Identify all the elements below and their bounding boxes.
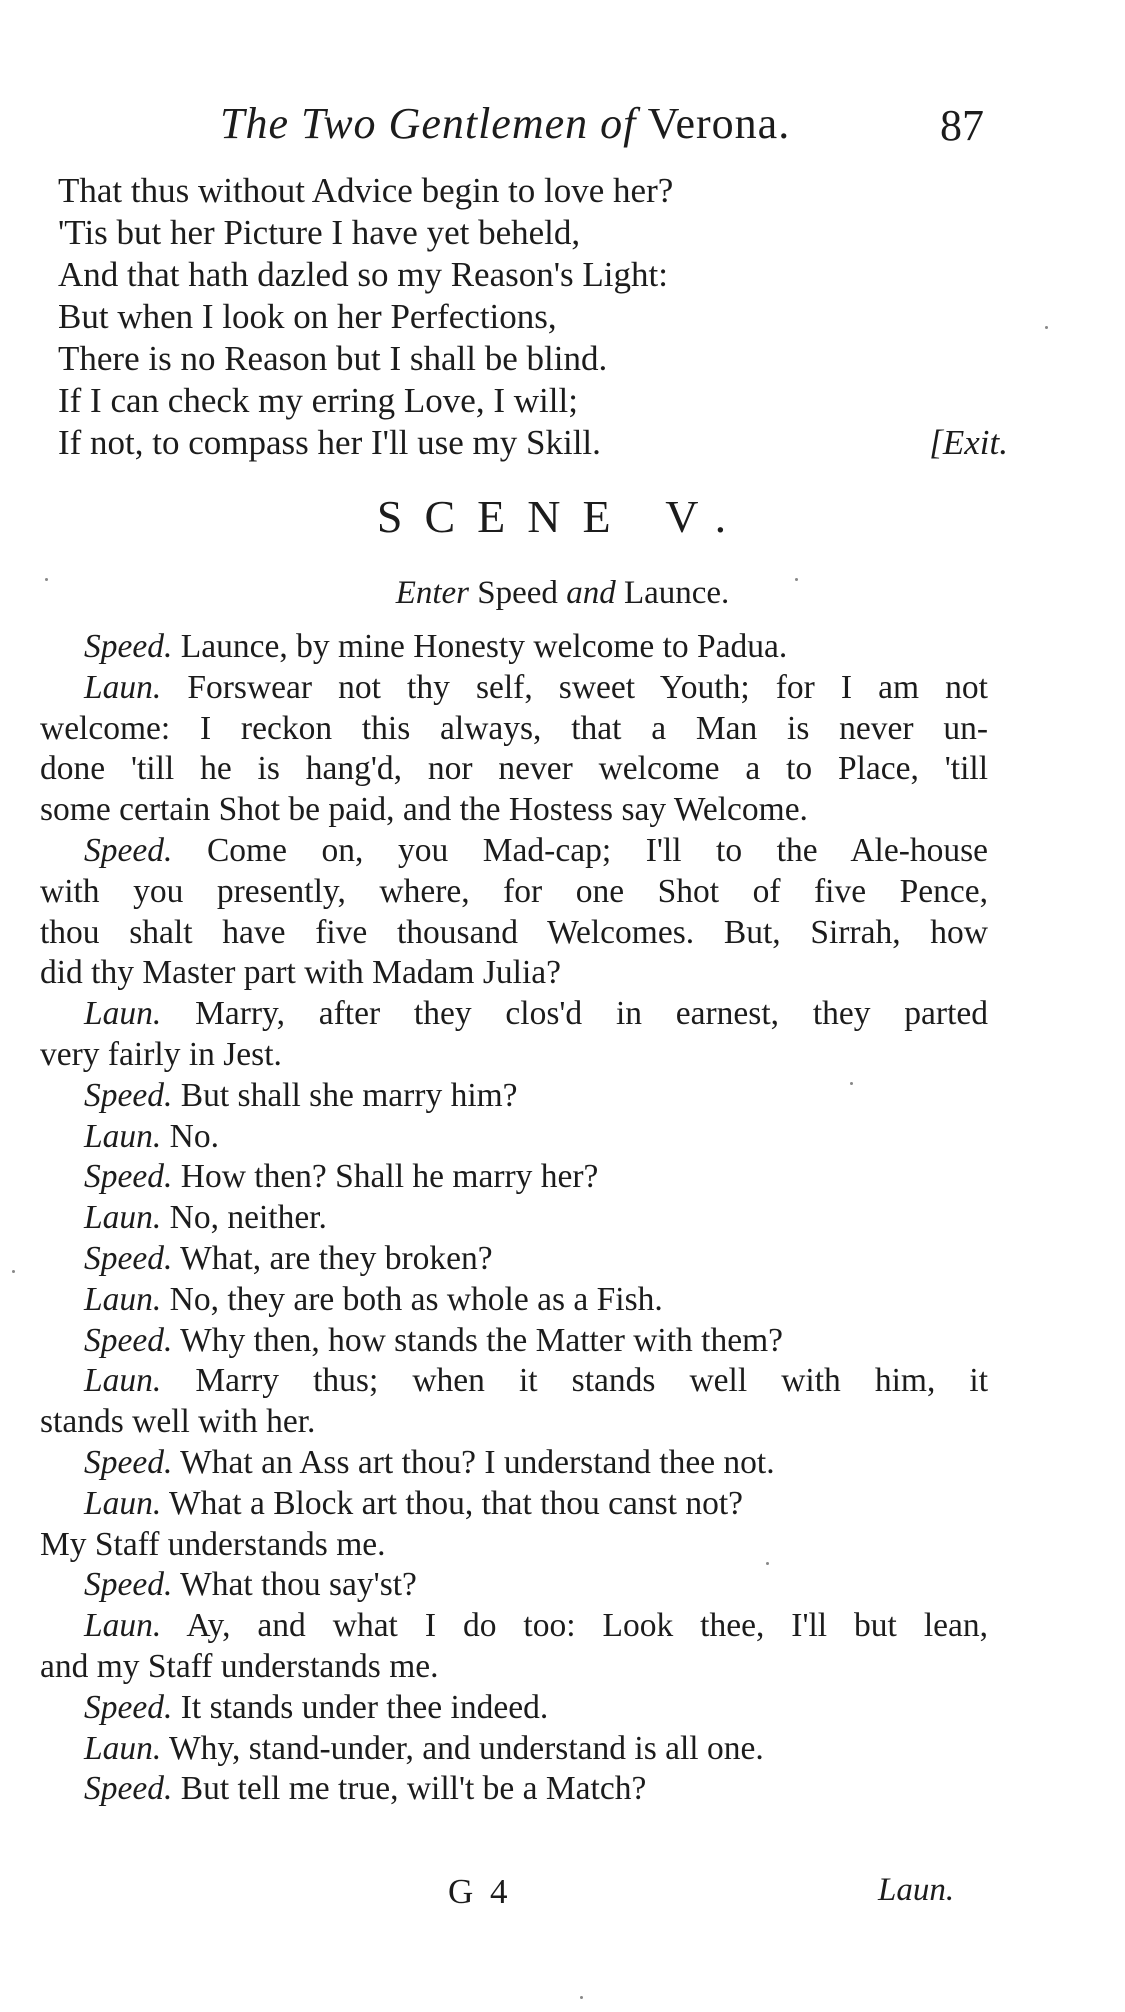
verse-line-last [58, 422, 1008, 464]
stage-direction [0, 575, 1125, 612]
speaker-name: Speed. [84, 1770, 173, 1808]
speech-continuation [40, 1035, 988, 1076]
speaker-name: Laun. [84, 1484, 162, 1522]
speech-line [40, 1729, 988, 1770]
speech-text: No, neither. [169, 1199, 327, 1237]
speech-text: Why, stand-under, and understand is all one. [169, 1729, 764, 1767]
speech-text: some certain Shot be paid, and the Hostess say Welcome. [40, 791, 808, 829]
speech-continuation [40, 1647, 988, 1688]
verse-line: That thus without Advice begin to love her? [58, 171, 674, 210]
speech-continuation [40, 872, 988, 913]
speech-line [40, 831, 988, 872]
speech-text: It stands under thee indeed. [180, 1688, 549, 1726]
paper-speck [45, 578, 48, 581]
speech-continuation [40, 749, 988, 790]
speaker-name: Laun. [84, 1729, 162, 1767]
speaker-name: Speed. [84, 628, 173, 665]
speaker-name: Laun. [84, 1362, 162, 1400]
paper-speck [1045, 326, 1048, 329]
running-title-italic: The Two Gentlemen of [220, 99, 637, 148]
speaker-name: Laun. [84, 1607, 162, 1645]
stage-character-speed: Speed [477, 575, 558, 611]
speech-continuation [40, 1402, 988, 1443]
speech-text: Why then, how stands the Matter with them? [180, 1321, 784, 1359]
speech-text: What thou say'st? [180, 1566, 417, 1604]
speech-text: thou shalt have five thousand Welcomes. But, Sirrah, how [40, 913, 988, 951]
dialogue-lines [40, 627, 988, 1810]
speech-text: How then? Shall he marry her? [180, 1158, 599, 1196]
verse-line-text: If not, to compass her I'll use my Skill. [58, 423, 601, 462]
speaker-name: Laun. [84, 1280, 162, 1318]
speech-continuation [40, 953, 988, 994]
speech-text: stands well with her. [40, 1403, 316, 1441]
speaker-name: Speed. [84, 1321, 173, 1359]
speech-line [40, 1076, 988, 1117]
speaker-name: Speed. [84, 1688, 173, 1726]
exit-direction: [Exit. [929, 423, 1008, 462]
page-header [0, 98, 1125, 158]
speech-line [40, 1198, 988, 1239]
speech-text: Marry, after they clos'd in earnest, they parted [195, 995, 988, 1033]
speech-continuation [40, 790, 988, 831]
speech-continuation [40, 709, 988, 750]
speech-continuation [40, 1525, 988, 1566]
scene-heading: SCENE V. [376, 491, 749, 542]
paper-speck [580, 1996, 583, 1999]
verse-line: If I can check my erring Love, I will; [58, 381, 578, 420]
speech-text: But shall she marry him? [180, 1076, 518, 1114]
speech-line [40, 1157, 988, 1198]
verse-block [58, 170, 1008, 464]
speech-line [40, 1239, 988, 1280]
signature-mark: G 4 [448, 1872, 512, 1911]
speaker-name: Speed. [84, 1566, 173, 1604]
speech-line [40, 627, 988, 668]
speech-text: Come on, you Mad-cap; I'll to the Ale-house [206, 831, 988, 869]
speech-line [40, 1361, 988, 1402]
paper-speck [850, 1082, 853, 1085]
verse-line: 'Tis but her Picture I have yet beheld, [58, 213, 581, 252]
speech-text: Launce, by mine Honesty welcome to Padua. [180, 628, 788, 665]
speech-line [40, 1117, 988, 1158]
speech-text: welcome: I reckon this always, that a Man is never un- [40, 709, 988, 747]
speech-text: No. [169, 1117, 219, 1155]
speech-line [40, 1688, 988, 1729]
page-number: 87 [940, 101, 984, 150]
speech-text: What, are they broken? [180, 1239, 493, 1277]
speech-line [40, 1484, 988, 1525]
speaker-name: Speed. [84, 1158, 173, 1196]
speaker-name: Laun. [84, 1117, 162, 1155]
speech-text: My Staff understands me. [40, 1525, 386, 1563]
speech-line [40, 1565, 988, 1606]
speaker-name: Laun. [84, 668, 162, 706]
speech-text: Marry thus; when it stands well with him, it [195, 1362, 988, 1400]
verse-line: But when I look on her Perfections, [58, 297, 557, 336]
speech-line [40, 994, 988, 1035]
running-title-roman: Verona. [647, 99, 791, 148]
speaker-name: Speed. [84, 1076, 173, 1114]
stage-character-launce: Launce. [623, 575, 730, 611]
speaker-name: Laun. [84, 1199, 162, 1237]
speech-text: very fairly in Jest. [40, 1035, 282, 1073]
speech-text: and my Staff understands me. [40, 1647, 439, 1685]
speaker-name: Laun. [84, 995, 162, 1033]
paper-speck [766, 1562, 769, 1565]
speech-line [40, 1443, 988, 1484]
paper-speck [12, 1270, 15, 1273]
speech-text: done 'till he is hang'd, nor never welcome a to Place, 'till [40, 750, 988, 788]
catchword: Laun. [878, 1872, 955, 1908]
speech-line [40, 1769, 988, 1810]
speech-text: Forswear not thy self, sweet Youth; for I am not [187, 668, 988, 706]
speech-text: No, they are both as whole as a Fish. [169, 1280, 663, 1318]
speaker-name: Speed. [84, 1443, 173, 1481]
speech-line [40, 668, 988, 709]
speech-text: But tell me true, will't be a Match? [180, 1770, 647, 1808]
speech-text: with you presently, where, for one Shot of five Pence, [40, 872, 988, 910]
speech-line [40, 1280, 988, 1321]
speech-text: did thy Master part with Madam Julia? [40, 954, 562, 992]
speech-text: Ay, and what I do too: Look thee, I'll but lean, [186, 1607, 988, 1645]
dialogue-block [40, 627, 988, 1810]
speech-line [40, 1606, 988, 1647]
speech-continuation [40, 913, 988, 954]
speech-line [40, 1321, 988, 1362]
speaker-name: Speed. [84, 831, 173, 869]
speech-text: What an Ass art thou? I understand thee not. [180, 1443, 775, 1481]
paper-speck [795, 578, 798, 581]
speech-text: What a Block art thou, that thou canst not? [169, 1484, 744, 1522]
verse-line: And that hath dazled so my Reason's Light: [58, 255, 668, 294]
stage-enter: Enter [395, 575, 470, 611]
verse-line: There is no Reason but I shall be blind. [58, 339, 608, 378]
running-title [220, 98, 790, 149]
speaker-name: Speed. [84, 1239, 173, 1277]
stage-and: and [566, 575, 616, 611]
